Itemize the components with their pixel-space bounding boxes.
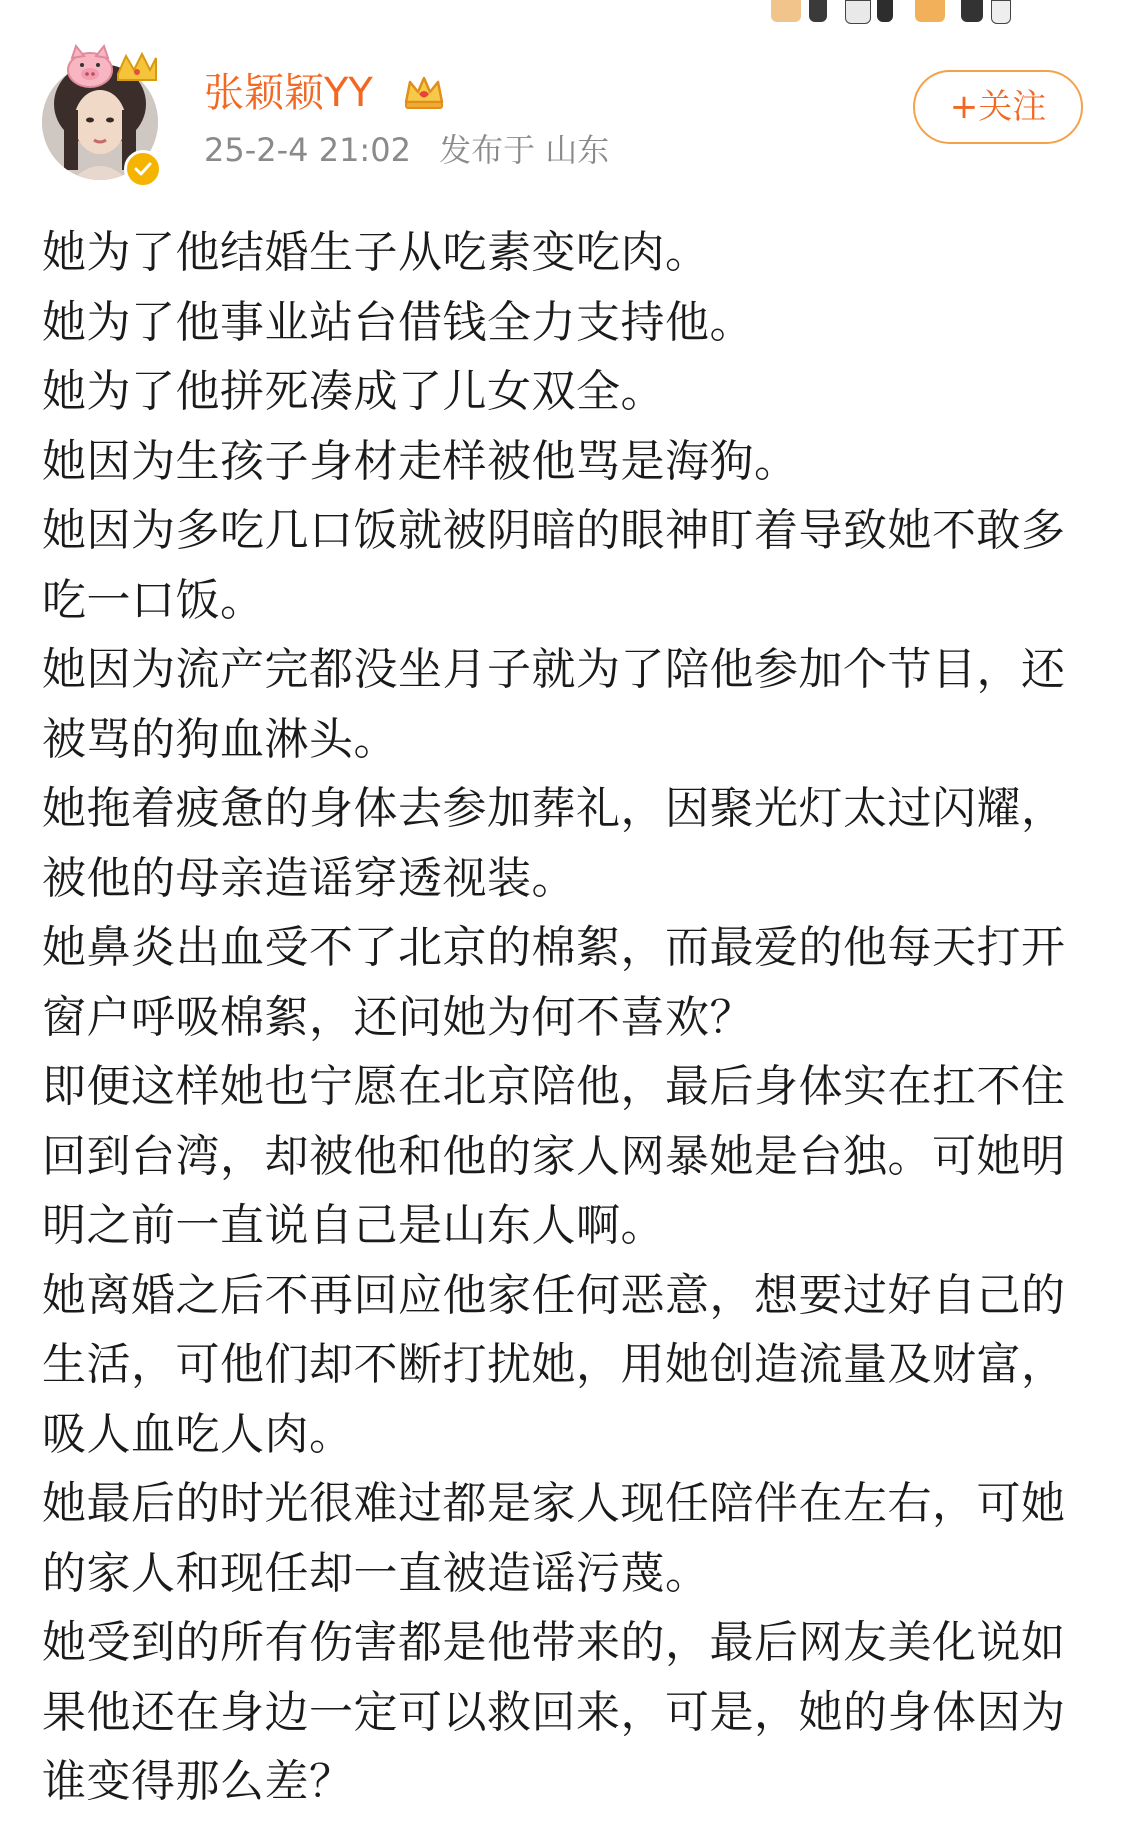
post-content — [42, 218, 1083, 1817]
post-meta — [204, 130, 627, 170]
post-paragraph: 她为了他拼死凑成了儿女双全。 — [42, 366, 665, 417]
post-paragraph: 她鼻炎出血受不了北京的棉絮，而最爱的他每天打开窗户呼吸棉絮，还问她为何不喜欢？ — [42, 922, 1066, 1043]
avatar-container[interactable] — [42, 52, 162, 178]
pig-crown-decoration-icon — [56, 44, 166, 90]
post-paragraph: 她最后的时光很难过都是家人现任陪伴在左右，可她的家人和现任却一直被造谣污蔑。 — [42, 1478, 1066, 1599]
author-name[interactable]: 张颖颖YY — [204, 70, 373, 116]
post-paragraph: 即便这样她也宁愿在北京陪他，最后身体实在扛不住回到台湾，却被他和他的家人网暴她是台独。可她明明之前一直说自己是山东人啊。 — [42, 1061, 1066, 1251]
post-timestamp: 25-2-4 21:02 — [204, 131, 411, 169]
post-paragraph: 她因为流产完都没坐月子就为了陪他参加个节目，还被骂的狗血淋头。 — [42, 644, 1066, 765]
post-header — [42, 44, 1083, 184]
post-paragraph: 她为了他结婚生子从吃素变吃肉。 — [42, 227, 710, 278]
post-paragraph: 她受到的所有伤害都是他带来的，最后网友美化说如果他还在身边一定可以救回来，可是，她的身体因为谁变得那么差？ — [42, 1617, 1066, 1807]
post-paragraph: 她拖着疲惫的身体去参加葬礼，因聚光灯太过闪耀，被他的母亲造谣穿透视装。 — [42, 783, 1066, 904]
crown-icon[interactable] — [402, 72, 446, 112]
post-location: 发布于 山东 — [439, 131, 610, 169]
verified-check-icon — [124, 150, 162, 188]
top-cartoon-decoration — [765, 0, 1055, 26]
follow-button[interactable]: +关注 — [913, 70, 1083, 144]
post-paragraph: 她因为多吃几口饭就被阴暗的眼神盯着导致她不敢多吃一口饭。 — [42, 505, 1066, 626]
post-paragraph: 她离婚之后不再回应他家任何恶意，想要过好自己的生活，可他们却不断打扰她，用她创造流量及财富，吸人血吃人肉。 — [42, 1269, 1066, 1460]
post-paragraph: 她为了他事业站台借钱全力支持他。 — [42, 296, 754, 348]
post-paragraph: 她因为生孩子身材走样被他骂是海狗。 — [42, 435, 799, 487]
